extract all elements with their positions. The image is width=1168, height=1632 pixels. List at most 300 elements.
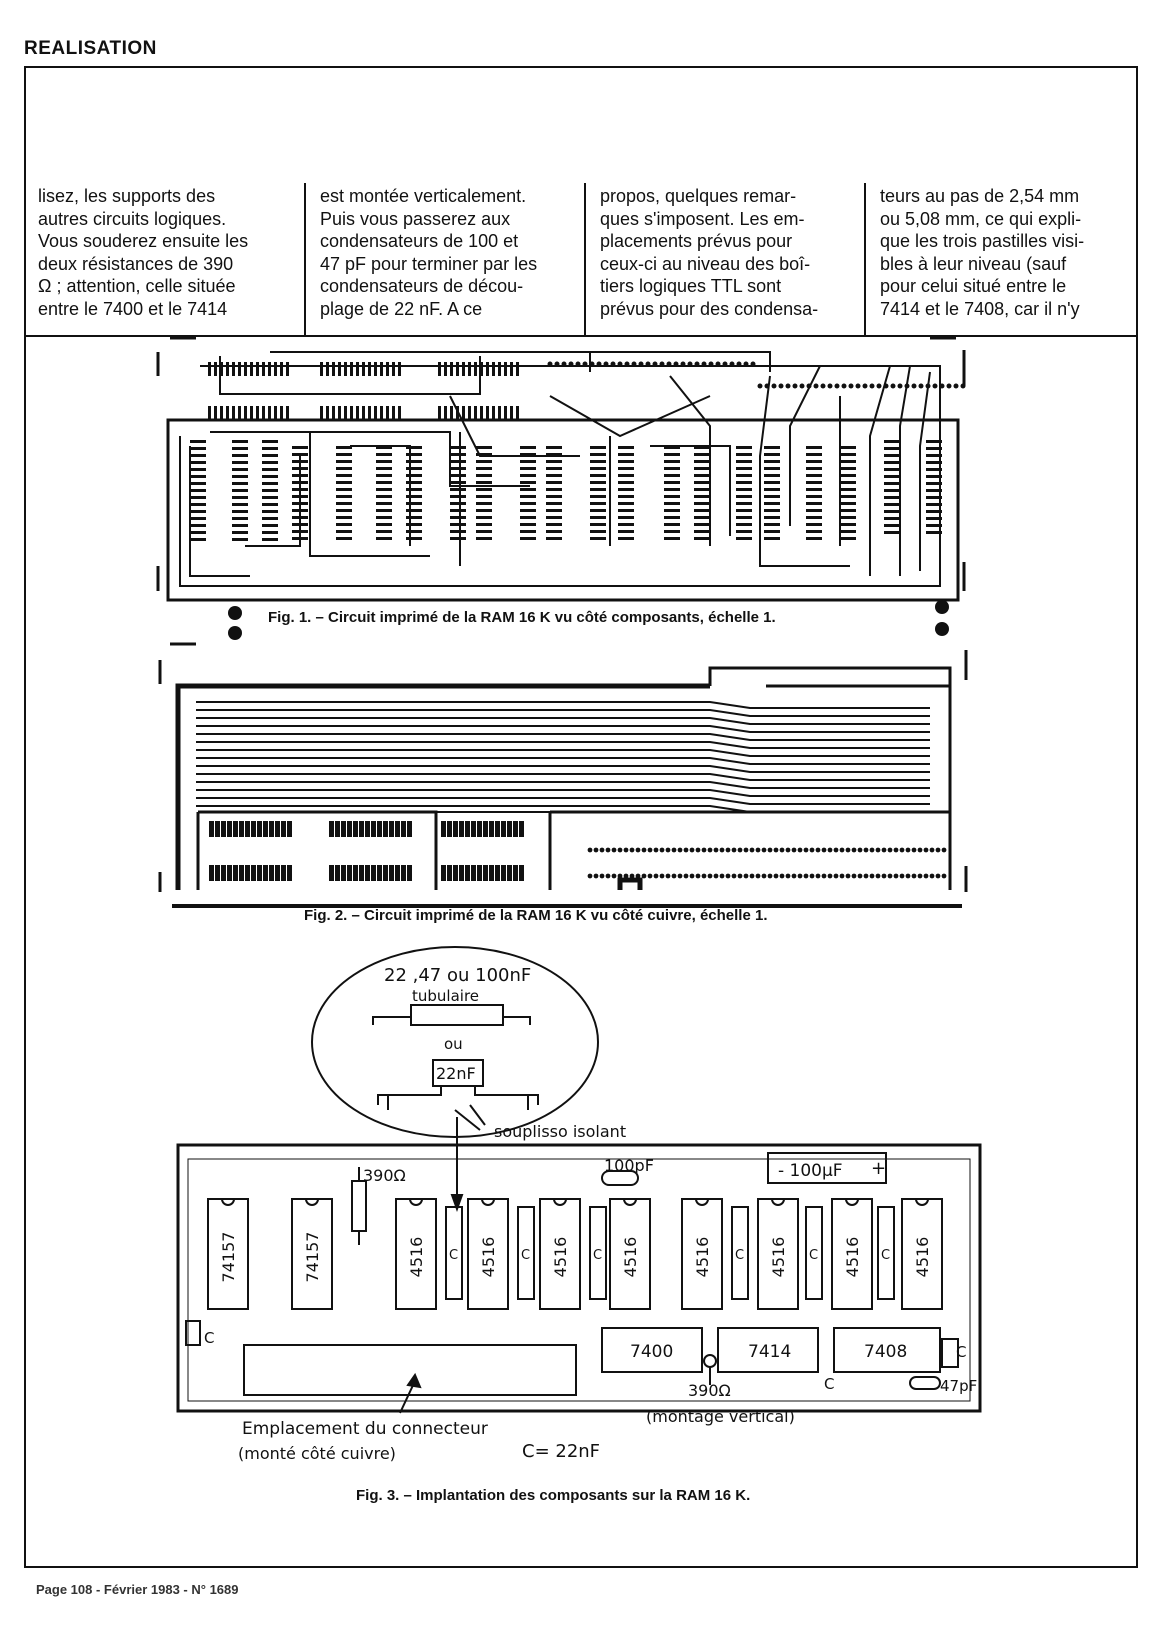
pcb-pad: [406, 481, 422, 484]
pcb-pad: [462, 362, 465, 376]
pcb-via: [744, 874, 749, 879]
pcb-pad: [262, 503, 278, 506]
pcb-pad: [366, 822, 369, 836]
pcb-pad: [926, 531, 942, 534]
pcb-pad: [286, 406, 289, 420]
pcb-via: [548, 362, 553, 367]
pcb-pad: [228, 866, 231, 880]
pcb-pad: [252, 822, 255, 836]
pcb-pad: [736, 537, 752, 540]
pcb-pad: [840, 474, 856, 477]
capacitor-label: C: [521, 1248, 531, 1263]
pcb-via: [714, 848, 719, 853]
pcb-trace: [196, 750, 930, 756]
pcb-pad: [262, 510, 278, 513]
capacitor-label: C: [809, 1248, 819, 1263]
pcb-pad: [344, 362, 347, 376]
pcb-pad: [806, 460, 822, 463]
pcb-via: [900, 848, 905, 853]
pcb-pad: [392, 362, 395, 376]
pcb-pad: [476, 474, 492, 477]
pcb-via: [696, 874, 701, 879]
pcb-pad: [222, 822, 225, 836]
pcb-pad: [262, 362, 265, 376]
pcb-pad: [520, 467, 536, 470]
pcb-pad: [320, 406, 323, 420]
capacitor-label: C: [881, 1248, 891, 1263]
pcb-pad: [926, 475, 942, 478]
pcb-pad: [262, 531, 278, 534]
pcb-pad: [474, 362, 477, 376]
pcb-pad: [232, 482, 248, 485]
pcb-pad: [764, 474, 780, 477]
pcb-pad: [618, 516, 634, 519]
pcb-pad: [450, 460, 466, 463]
pcb-pad: [406, 453, 422, 456]
ic-7414-label: 7414: [748, 1342, 792, 1362]
pcb-via: [756, 874, 761, 879]
text-line: lisez, les supports des: [38, 186, 216, 206]
pcb-pad: [926, 503, 942, 506]
pcb-pad: [508, 822, 511, 836]
pcb-via: [882, 848, 887, 853]
pcb-pad: [508, 866, 511, 880]
pcb-pad: [276, 822, 279, 836]
pcb-via: [756, 848, 761, 853]
pcb-via: [611, 362, 616, 367]
pcb-pad: [406, 460, 422, 463]
pcb-via: [856, 384, 861, 389]
text-column-2: [304, 183, 584, 337]
pcb-pad: [222, 866, 225, 880]
pcb-pad: [736, 446, 752, 449]
pcb-via: [562, 362, 567, 367]
pcb-pad: [282, 822, 285, 836]
pcb-trace: [196, 774, 930, 780]
pcb-pad: [234, 822, 237, 836]
pcb-pad: [280, 362, 283, 376]
pcb-pad: [546, 502, 562, 505]
pcb-pad: [376, 474, 392, 477]
pcb-pad: [374, 362, 377, 376]
pcb-pad: [282, 866, 285, 880]
pcb-pad: [190, 468, 206, 471]
pcb-pad: [806, 467, 822, 470]
pcb-pad: [840, 537, 856, 540]
pcb-pad: [926, 510, 942, 513]
montage-label: (montage vertical): [646, 1407, 795, 1426]
pcb-pad: [342, 866, 345, 880]
pcb-pad: [332, 406, 335, 420]
pcb-pad: [840, 446, 856, 449]
pcb-pad: [406, 530, 422, 533]
pcb-pad: [356, 362, 359, 376]
pcb-via: [822, 848, 827, 853]
pcb-pad: [330, 866, 333, 880]
pcb-via: [681, 362, 686, 367]
pcb-pad: [444, 362, 447, 376]
pcb-via: [816, 874, 821, 879]
pcb-pad: [252, 866, 255, 880]
pcb-via: [900, 874, 905, 879]
pcb-pad: [476, 509, 492, 512]
pcb-pad: [520, 488, 536, 491]
pcb-via: [888, 848, 893, 853]
pcb-via: [816, 848, 821, 853]
pcb-pad: [514, 822, 517, 836]
pcb-pad: [484, 822, 487, 836]
pcb-pad: [474, 406, 477, 420]
pcb-pad: [232, 461, 248, 464]
pcb-via: [674, 362, 679, 367]
pcb-via: [912, 384, 917, 389]
pcb-pad: [362, 362, 365, 376]
pcb-pad: [664, 453, 680, 456]
pcb-via: [926, 384, 931, 389]
pcb-via: [702, 874, 707, 879]
pcb-pad: [262, 406, 265, 420]
pcb-via: [654, 848, 659, 853]
pcb-via: [786, 874, 791, 879]
pcb-via: [672, 874, 677, 879]
pcb-pad: [478, 866, 481, 880]
text-line: est montée verticalement.: [320, 186, 527, 206]
pcb-via: [905, 384, 910, 389]
pcb-pad: [376, 453, 392, 456]
pcb-via: [798, 874, 803, 879]
pcb-pad: [764, 537, 780, 540]
pcb-pad: [476, 460, 492, 463]
pcb-pad: [884, 454, 900, 457]
pcb-pad: [190, 475, 206, 478]
pcb-via: [912, 848, 917, 853]
pcb-pad: [450, 453, 466, 456]
pcb-pad: [390, 866, 393, 880]
pcb-pad: [806, 516, 822, 519]
pcb-pad: [356, 406, 359, 420]
pcb-via: [751, 362, 756, 367]
pcb-pad: [376, 460, 392, 463]
pcb-pad: [490, 822, 493, 836]
text-line: plage de 22 nF. A ce: [320, 298, 483, 319]
pcb-pad: [406, 516, 422, 519]
pcb-via: [660, 874, 665, 879]
pcb-pad: [486, 406, 489, 420]
pcb-pad: [520, 481, 536, 484]
pcb-via: [708, 848, 713, 853]
pcb-pad: [520, 502, 536, 505]
pcb-pad: [840, 502, 856, 505]
pcb-pad: [262, 524, 278, 527]
ic-label: 4516: [769, 1236, 788, 1278]
pcb-via: [738, 874, 743, 879]
pcb-pad: [226, 362, 229, 376]
text-line: 47 pF pour terminer par les: [320, 253, 538, 274]
pcb-pad: [336, 509, 352, 512]
pcb-pad: [516, 362, 519, 376]
pcb-pad: [270, 866, 273, 880]
pcb-pad: [618, 537, 634, 540]
pcb-pad: [926, 468, 942, 471]
pcb-pad: [504, 362, 507, 376]
pcb-pad: [510, 406, 513, 420]
pcb-pad: [232, 454, 248, 457]
pcb-pad: [496, 866, 499, 880]
pcb-pad: [226, 406, 229, 420]
pcb-pad: [190, 461, 206, 464]
pcb-pad: [694, 509, 710, 512]
pcb-pad: [292, 488, 308, 491]
pcb-pad: [406, 488, 422, 491]
pcb-pad: [262, 461, 278, 464]
pcb-via: [720, 874, 725, 879]
pcb-via: [696, 848, 701, 853]
pcb-pad: [520, 537, 536, 540]
pcb-pad: [360, 822, 363, 836]
pcb-pad: [450, 495, 466, 498]
pcb-pad: [396, 822, 399, 836]
pcb-pad: [274, 406, 277, 420]
pcb-pad: [406, 509, 422, 512]
pcb-pad: [190, 503, 206, 506]
pcb-pad: [408, 822, 411, 836]
pcb-pad: [764, 509, 780, 512]
pcb-pad: [618, 474, 634, 477]
pcb-pad: [210, 866, 213, 880]
text-column-3: [584, 183, 864, 337]
pcb-pad: [520, 509, 536, 512]
pcb-pad: [380, 406, 383, 420]
ic-label: 74157: [219, 1231, 238, 1283]
pcb-via: [822, 874, 827, 879]
pcb-pad: [390, 822, 393, 836]
pcb-pad: [456, 362, 459, 376]
pcb-pad: [546, 495, 562, 498]
pcb-pad: [450, 516, 466, 519]
pcb-pad: [232, 503, 248, 506]
pcb-pad: [336, 474, 352, 477]
pcb-pad: [450, 530, 466, 533]
pcb-via: [828, 848, 833, 853]
pcb-pad: [926, 454, 942, 457]
pcb-pad: [492, 406, 495, 420]
pcb-pad: [244, 406, 247, 420]
pcb-pad: [262, 538, 278, 541]
pcb-pad: [840, 481, 856, 484]
pcb-via: [810, 874, 815, 879]
pcb-pad: [332, 362, 335, 376]
pcb-pad: [806, 474, 822, 477]
pcb-pad: [884, 447, 900, 450]
pcb-via: [793, 384, 798, 389]
pcb-pad: [220, 406, 223, 420]
pcb-pad: [348, 866, 351, 880]
pcb-pad: [546, 467, 562, 470]
pcb-pad: [376, 516, 392, 519]
pcb-trace: [196, 726, 930, 732]
pcb-via: [555, 362, 560, 367]
pcb-pad: [450, 523, 466, 526]
pcb-via: [780, 848, 785, 853]
pcb-pad: [590, 523, 606, 526]
pcb-pad: [884, 517, 900, 520]
fig2-caption: Fig. 2. – Circuit imprimé de la RAM 16 K vu côté cuivre, échelle 1.: [304, 907, 768, 924]
pcb-pad: [286, 362, 289, 376]
pcb-pad: [264, 822, 267, 836]
pcb-via: [604, 362, 609, 367]
pcb-via: [891, 384, 896, 389]
pcb-pad: [476, 488, 492, 491]
pcb-via: [588, 874, 593, 879]
pcb-trace: [196, 798, 930, 804]
text-line: deux résistances de 390: [38, 253, 234, 274]
pcb-via: [870, 848, 875, 853]
pcb-pad: [232, 475, 248, 478]
pcb-pad: [392, 406, 395, 420]
pcb-pad: [694, 516, 710, 519]
pcb-pad: [386, 406, 389, 420]
pcb-pad: [736, 502, 752, 505]
pcb-via: [688, 362, 693, 367]
pcb-via: [768, 874, 773, 879]
pcb-pad: [694, 530, 710, 533]
pcb-pad: [840, 460, 856, 463]
pcb-pad: [590, 516, 606, 519]
pcb-pad: [546, 523, 562, 526]
pcb-pad: [350, 406, 353, 420]
pcb-pad: [480, 362, 483, 376]
pcb-via: [594, 874, 599, 879]
pcb-via: [894, 848, 899, 853]
c100pf-label: 100pF: [604, 1156, 654, 1175]
pcb-via: [918, 848, 923, 853]
pcb-trace: [196, 702, 930, 708]
pcb-pad: [208, 406, 211, 420]
pcb-pad: [618, 495, 634, 498]
pcb-pad: [442, 866, 445, 880]
capacitor-label: C: [593, 1248, 603, 1263]
pcb-pad: [190, 482, 206, 485]
pcb-pad: [502, 822, 505, 836]
text-line: Puis vous passerez aux: [320, 208, 511, 229]
ic-label: 4516: [843, 1236, 862, 1278]
pcb-pad: [292, 509, 308, 512]
pcb-via: [942, 874, 947, 879]
pcb-pad: [546, 537, 562, 540]
pcb-pad: [840, 453, 856, 456]
text-column-1: [24, 183, 304, 337]
pcb-pad: [764, 446, 780, 449]
text-line: Ω ; attention, celle située: [38, 276, 236, 296]
pcb-pad: [520, 822, 523, 836]
pcb-pad: [664, 474, 680, 477]
pcb-via: [624, 848, 629, 853]
pcb-via: [762, 848, 767, 853]
pcb-pad: [238, 406, 241, 420]
pcb-trace: [196, 742, 930, 748]
pcb-pad: [336, 523, 352, 526]
pcb-pad: [764, 481, 780, 484]
pcb-pad: [476, 523, 492, 526]
pcb-pad: [336, 530, 352, 533]
pcb-pad: [884, 482, 900, 485]
pcb-pad: [618, 509, 634, 512]
pcb-pad: [326, 362, 329, 376]
pcb-pad: [406, 446, 422, 449]
pcb-pad: [764, 460, 780, 463]
pcb-pad: [246, 866, 249, 880]
pcb-pad: [926, 447, 942, 450]
pcb-pad: [190, 517, 206, 520]
connector-label-2: (monté côté cuivre): [238, 1444, 396, 1463]
pcb-pad: [292, 460, 308, 463]
pcb-pad: [274, 362, 277, 376]
tubular-capacitor-icon: [411, 1005, 503, 1025]
pcb-pad: [476, 537, 492, 540]
page-footer: Page 108 - Février 1983 - N° 1689: [36, 1582, 239, 1597]
text-line: ceux-ci au niveau des boî-: [600, 253, 811, 274]
pcb-via: [774, 874, 779, 879]
pcb-pad: [372, 822, 375, 836]
pcb-pad: [376, 502, 392, 505]
pcb-pad: [354, 866, 357, 880]
pcb-pad: [292, 453, 308, 456]
pcb-pad: [336, 502, 352, 505]
pcb-pad: [396, 866, 399, 880]
pcb-pad: [262, 447, 278, 450]
pcb-pad: [926, 440, 942, 443]
pcb-pad: [336, 822, 339, 836]
text-line: teurs au pas de 2,54 mm: [880, 186, 1080, 206]
pcb-pad: [520, 523, 536, 526]
connector-label-1: Emplacement du connecteur: [242, 1419, 488, 1439]
pcb-via: [786, 384, 791, 389]
pcb-via: [846, 874, 851, 879]
pcb-pad: [546, 446, 562, 449]
pcb-pad: [262, 454, 278, 457]
pcb-pad: [360, 866, 363, 880]
pcb-via: [877, 384, 882, 389]
pcb-pad: [258, 822, 261, 836]
inset-type-label: tubulaire: [412, 987, 480, 1005]
pcb-pad: [262, 475, 278, 478]
pcb-pad: [476, 495, 492, 498]
pcb-via: [772, 384, 777, 389]
pcb-pad: [190, 531, 206, 534]
pcb-pad: [292, 516, 308, 519]
pcb-pad: [454, 822, 457, 836]
pcb-pad: [472, 822, 475, 836]
pcb-pad: [490, 866, 493, 880]
pcb-pad: [510, 362, 513, 376]
pcb-pad: [450, 362, 453, 376]
pcb-pad: [450, 406, 453, 420]
pcb-pad: [590, 460, 606, 463]
pcb-via: [828, 874, 833, 879]
pcb-pad: [262, 496, 278, 499]
c-label-right: C: [956, 1343, 967, 1361]
pcb-via: [646, 362, 651, 367]
pcb-pad: [466, 866, 469, 880]
pcb-pad: [476, 516, 492, 519]
pcb-pad: [664, 488, 680, 491]
pcb-pad: [664, 481, 680, 484]
pcb-pad: [376, 537, 392, 540]
pcb-via: [618, 848, 623, 853]
pcb-pad: [336, 866, 339, 880]
pcb-via: [864, 874, 869, 879]
pcb-pad: [926, 496, 942, 499]
